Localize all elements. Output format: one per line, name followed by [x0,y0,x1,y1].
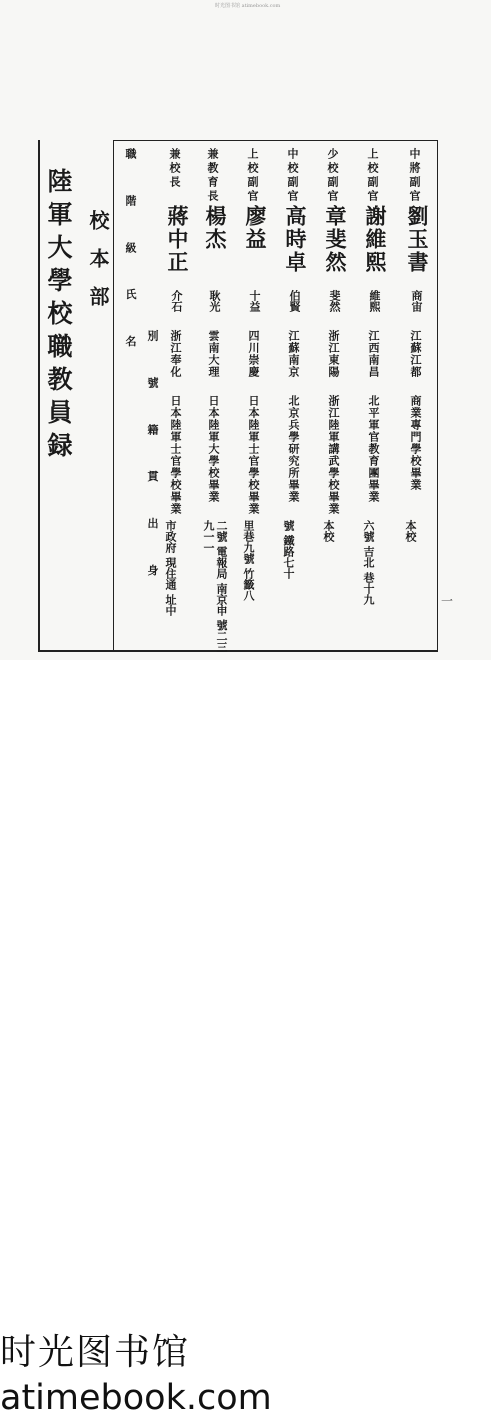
entry-rank: 兼校長 [168,148,181,190]
entry-rank: 上校副官 [246,148,259,204]
entry-column [196,0,234,660]
entry-column [316,0,354,660]
entry-column [356,0,394,660]
entry-note: 二號 電報局 南京申 號二三 九一一 [202,520,228,653]
entry-rank: 兼教育長 [206,148,219,204]
entry-note: 里巷九號 竹籤八 [242,520,255,601]
entry-age: 斐然 [328,290,341,312]
entry-rank: 中將副官 [408,148,421,204]
entry-age: 耿光 [208,290,221,312]
entry-school: 日本陸軍大學校畢業 [207,395,220,503]
entry-place: 浙江奉化 [169,330,182,378]
entry-rank: 少校副官 [326,148,339,204]
entry-place: 四川崇慶 [247,330,260,378]
top-watermark: 时光图书馆 atimebook.com [215,3,281,9]
entry-age: 十益 [248,290,261,312]
watermark-footer [0,660,491,1418]
entry-place: 江蘇江都 [409,330,422,378]
header-column-1: 職 階 級 氏 名 [124,148,137,363]
entry-note: 號 鐵路七十 [282,520,295,579]
watermark-line2: atimebook.com [0,1378,272,1418]
entry-note: 本校 [322,520,335,542]
entry-column [276,0,314,660]
watermark-line1: 时光图书馆 [0,1332,191,1373]
entry-age: 介石 [170,290,183,312]
section-title: 校本部 [86,210,110,324]
header-column-2: 別 號 籍 貫 出 身 [146,330,159,592]
entry-school: 北京兵學研究所畢業 [287,395,300,503]
entry-place: 江蘇南京 [287,330,300,378]
entry-note: 本校 [404,520,417,542]
entry-name: 劉玉書 [405,205,430,274]
entry-rank: 中校副官 [286,148,299,204]
entry-name: 高時卓 [283,205,308,274]
page-number: 一 [441,594,454,608]
entry-school: 商業專門學校畢業 [409,395,422,491]
entry-place: 江西南昌 [367,330,380,378]
entry-rank: 上校副官 [366,148,379,204]
entry-school: 北平軍官教育團畢業 [367,395,380,503]
entry-age: 伯賢 [288,290,301,312]
entry-school: 日本陸軍士官學校畢業 [169,395,182,515]
entry-place: 雲南大理 [207,330,220,378]
entry-name: 蔣中正 [165,205,190,274]
entry-school: 浙江陸軍講武學校畢業 [327,395,340,515]
entry-column [236,0,274,660]
entry-name: 廖益 [243,205,268,251]
entry-place: 浙江東陽 [327,330,340,378]
entry-column [398,0,436,660]
entry-note: 市政府 現住通 址中 [164,520,177,616]
document-title: 陸軍大學校職教員録 [44,168,73,465]
entry-name: 章斐然 [323,205,348,274]
entry-school: 日本陸軍士官學校畢業 [247,395,260,515]
entry-age: 維熙 [368,290,381,312]
entry-name: 謝維熙 [363,205,388,274]
entry-age: 商宙 [410,290,423,312]
right-border [437,140,438,650]
entry-note: 六號 吉北 巷十九 [362,520,375,605]
entry-column [158,0,196,660]
inner-left-border [113,140,114,650]
entry-name: 楊杰 [203,205,228,251]
